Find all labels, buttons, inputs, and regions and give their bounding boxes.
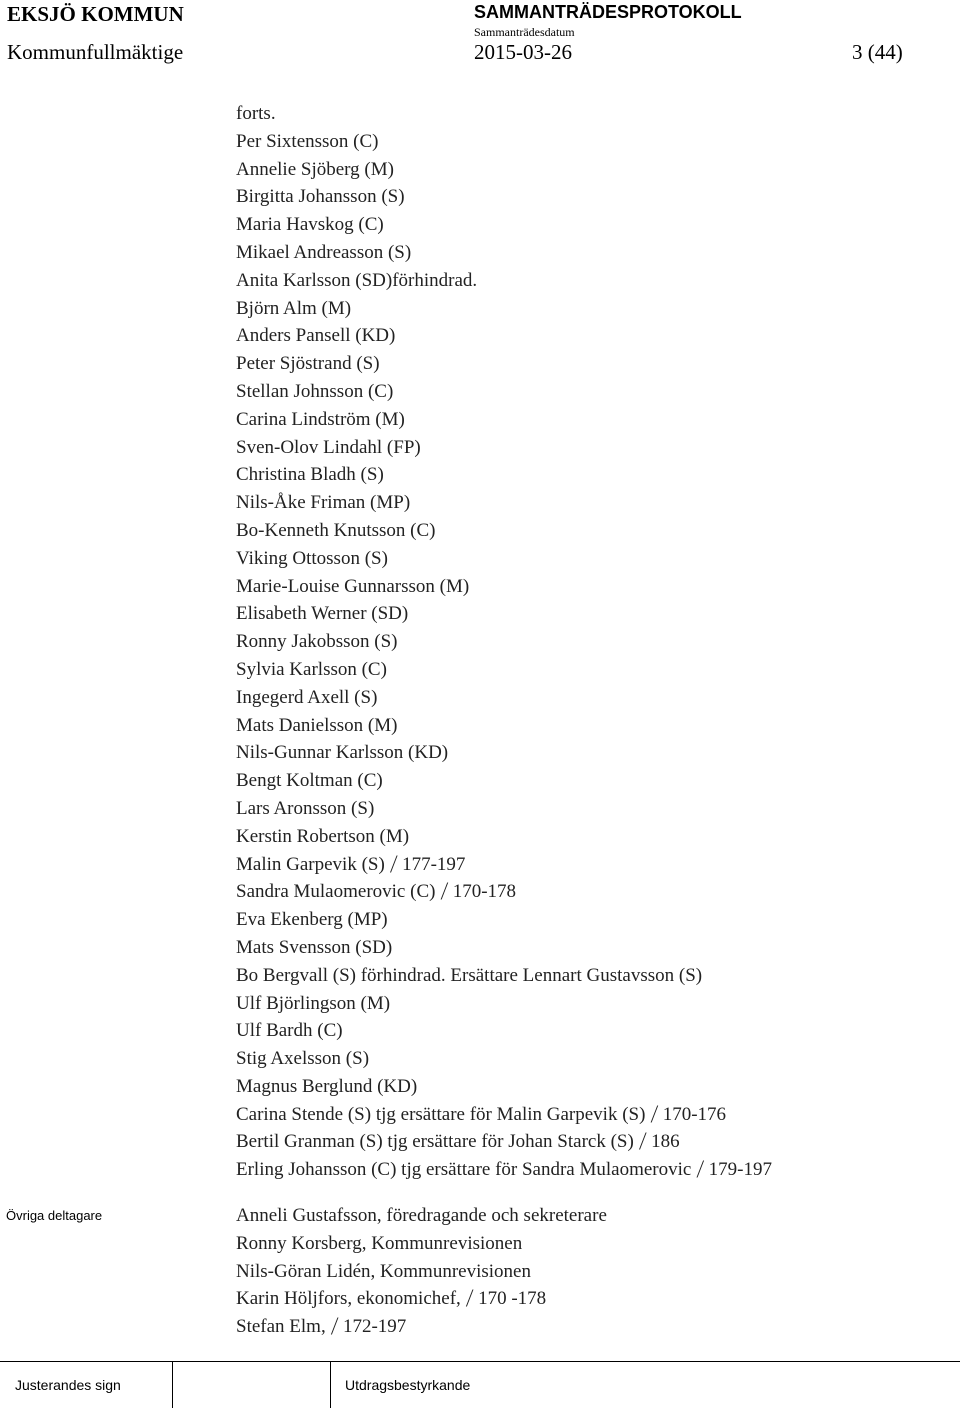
other-participant-item-text: Nils-Göran Lidén, Kommunrevisionen	[236, 1260, 531, 1282]
attendee-item	[236, 1101, 772, 1129]
sign-label: Justerandes sign	[15, 1377, 121, 1393]
paragraph-range: 170 -178	[478, 1288, 547, 1310]
document-type: SAMMANTRÄDESPROTOKOLL	[474, 2, 742, 22]
attendee-item	[236, 712, 772, 740]
attendee-item	[236, 878, 772, 906]
attendee-item	[236, 350, 772, 378]
paragraph-range: 186	[651, 1131, 680, 1153]
attendee-item-text: Birgitta Johansson (S)	[236, 186, 405, 208]
extract-label: Utdragsbestyrkande	[345, 1377, 471, 1393]
attendee-item	[236, 795, 772, 823]
attendee-item-text: Carina Lindström (M)	[236, 408, 405, 430]
attendee-item-text: Sylvia Karlsson (C)	[236, 658, 387, 680]
attendee-item	[236, 628, 772, 656]
attendee-item-text: Eva Ekenberg (MP)	[236, 909, 388, 931]
footer-divider	[330, 1362, 331, 1408]
attendee-item-text: Bengt Koltman (C)	[236, 770, 383, 792]
attendee-item	[236, 600, 772, 628]
attendee-item	[236, 128, 772, 156]
organization-name: EKSJÖ KOMMUN	[7, 2, 184, 26]
paragraph-range: 179-197	[708, 1159, 772, 1181]
paragraph-separator: /	[651, 1099, 657, 1129]
attendee-item	[236, 934, 772, 962]
attendee-item-text: Bertil Granman (S) tjg ersättare för Johan Starck (S)	[236, 1131, 634, 1153]
attendee-item	[236, 239, 772, 267]
other-participant-item	[236, 1202, 607, 1230]
attendee-item	[236, 1045, 772, 1073]
attendee-item-text: Erling Johansson (C) tjg ersättare för Sandra Mulaomerovic	[236, 1159, 692, 1181]
attendee-item	[236, 156, 772, 184]
paragraph-separator: /	[441, 877, 447, 906]
footer-divider	[172, 1362, 173, 1408]
attendee-item-text: Peter Sjöstrand (S)	[236, 353, 380, 375]
other-participant-item-text: Ronny Korsberg, Kommunrevisionen	[236, 1232, 523, 1254]
attendee-item-text: Malin Garpevik (S)	[236, 853, 385, 875]
attendee-item	[236, 378, 772, 406]
attendee-item	[236, 767, 772, 795]
attendee-item	[236, 545, 772, 573]
attendee-item-text: Mikael Andreasson (S)	[236, 241, 412, 263]
attendee-item-text: Carina Stende (S) tjg ersättare för Malin Garpevik (S)	[236, 1103, 646, 1125]
attendee-item	[236, 295, 772, 323]
attendee-item-text: Sandra Mulaomerovic (C)	[236, 881, 436, 903]
attendee-item-text: Christina Bladh (S)	[236, 464, 384, 486]
paragraph-separator: /	[466, 1284, 473, 1313]
attendee-item	[236, 906, 772, 934]
other-participants-label: Övriga deltagare	[6, 1208, 103, 1223]
body-name: Kommunfullmäktige	[7, 40, 184, 64]
other-participants-list	[236, 1202, 607, 1341]
attendee-item	[236, 1017, 772, 1045]
attendee-item	[236, 851, 772, 879]
attendee-item-text: Mats Danielsson (M)	[236, 714, 398, 736]
attendee-item-text: Stig Axelsson (S)	[236, 1048, 370, 1070]
attendee-item	[236, 739, 772, 767]
attendee-item-text: Per Sixtensson (C)	[236, 130, 379, 152]
other-participant-item	[236, 1313, 607, 1341]
footer	[0, 1361, 960, 1408]
attendee-item-text: Marie-Louise Gunnarsson (M)	[236, 575, 470, 597]
paragraph-range: 172-197	[342, 1316, 407, 1338]
attendee-item-text: Ulf Bardh (C)	[236, 1020, 343, 1042]
attendee-item	[236, 962, 772, 990]
attendee-item	[236, 517, 772, 545]
attendee-item-text: Viking Ottosson (S)	[236, 547, 388, 569]
attendee-item	[236, 211, 772, 239]
other-participant-item	[236, 1285, 607, 1313]
page-number: 3 (44)	[852, 40, 903, 64]
attendee-item-text: Maria Havskog (C)	[236, 214, 384, 236]
attendee-item-text: Stellan Johnsson (C)	[236, 380, 394, 402]
paragraph-range: 177-197	[402, 853, 466, 875]
attendee-item	[236, 1073, 772, 1101]
paragraph-separator: /	[639, 1127, 646, 1157]
attendee-item	[236, 183, 772, 211]
attendee-item-text: Magnus Berglund (KD)	[236, 1075, 418, 1097]
attendee-item	[236, 684, 772, 712]
document-header	[0, 0, 960, 80]
attendee-item	[236, 461, 772, 489]
attendee-item	[236, 406, 772, 434]
other-participant-item	[236, 1258, 607, 1286]
attendee-item-text: Nils-Gunnar Karlsson (KD)	[236, 742, 449, 764]
attendee-item	[236, 573, 772, 601]
attendee-item	[236, 322, 772, 350]
attendee-item-text: Kerstin Robertson (M)	[236, 825, 410, 847]
attendee-item	[236, 434, 772, 462]
paragraph-separator: /	[390, 849, 397, 879]
paragraph-range: 170-176	[662, 1103, 727, 1125]
attendee-item-text: Ingegerd Axell (S)	[236, 686, 378, 708]
paragraph-separator: /	[697, 1155, 703, 1184]
attendee-item	[236, 100, 772, 128]
other-participant-item-text: Karin Höljfors, ekonomichef,	[236, 1288, 461, 1310]
attendee-item	[236, 656, 772, 684]
paragraph-range: 170-178	[452, 881, 517, 903]
meeting-date: 2015-03-26	[474, 40, 572, 64]
attendee-item-text: Björn Alm (M)	[236, 297, 352, 319]
attendee-item-text: Nils-Åke Friman (MP)	[236, 492, 411, 514]
attendee-item	[236, 1156, 772, 1184]
attendee-item	[236, 267, 772, 295]
date-label: Sammanträdesdatum	[474, 25, 575, 39]
other-participant-item-text: Stefan Elm,	[236, 1316, 326, 1338]
paragraph-separator: /	[331, 1312, 337, 1341]
other-participant-item	[236, 1230, 607, 1258]
attendee-item	[236, 489, 772, 517]
attendee-item-text: forts.	[236, 103, 276, 124]
attendee-item-text: Annelie Sjöberg (M)	[236, 158, 394, 180]
attendee-item	[236, 1128, 772, 1156]
attendee-item-text: Sven-Olov Lindahl (FP)	[236, 436, 421, 458]
attendee-item-text: Ronny Jakobsson (S)	[236, 631, 398, 653]
attendee-item-text: Elisabeth Werner (SD)	[236, 603, 409, 625]
attendee-item	[236, 990, 772, 1018]
attendee-item-text: Anita Karlsson (SD)förhindrad.	[236, 269, 478, 291]
attendee-item-text: Ulf Björlingson (M)	[236, 992, 391, 1014]
attendee-item-text: Bo Bergvall (S) förhindrad. Ersättare Lennart Gustavsson (S)	[236, 964, 703, 986]
other-participant-item-text: Anneli Gustafsson, föredragande och sekreterare	[236, 1205, 607, 1226]
attendee-item-text: Anders Pansell (KD)	[236, 325, 396, 347]
attendee-item-text: Bo-Kenneth Knutsson (C)	[236, 519, 436, 541]
attendee-item-text: Lars Aronsson (S)	[236, 797, 375, 819]
attendee-item-text: Mats Svensson (SD)	[236, 936, 393, 958]
attendee-item	[236, 823, 772, 851]
attendee-list	[236, 100, 772, 1184]
